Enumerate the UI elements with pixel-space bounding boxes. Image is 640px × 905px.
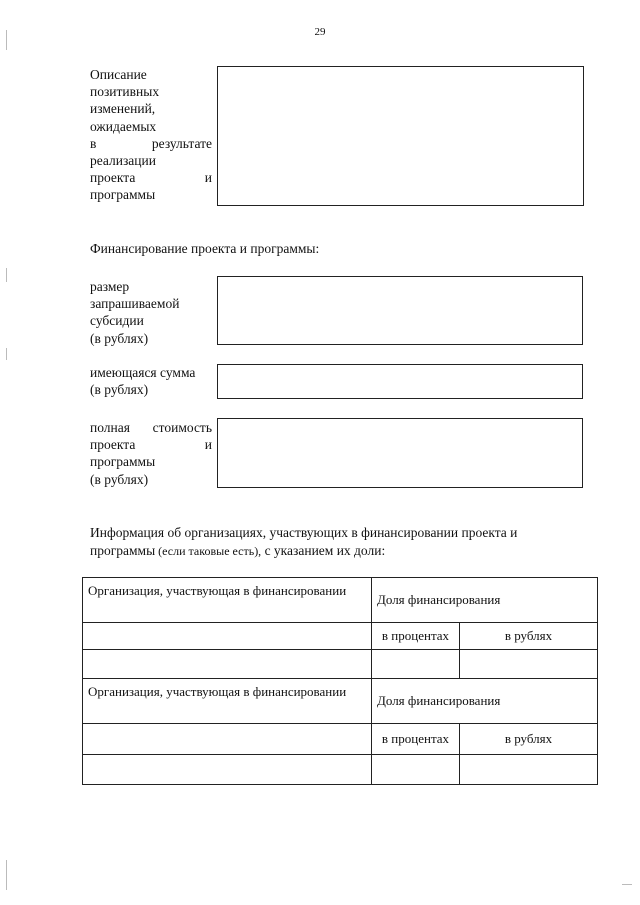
available-amount-label: [90, 364, 220, 398]
label-line: (в рублях): [90, 471, 149, 487]
label-word: и: [204, 170, 212, 186]
org-input-cell[interactable]: [83, 755, 372, 785]
rubles-input-cell[interactable]: [460, 755, 598, 785]
description-label: [90, 66, 212, 204]
available-amount-input-box[interactable]: [217, 364, 583, 399]
percent-input-cell[interactable]: [372, 755, 460, 785]
financing-heading: Финансирование проекта и программы:: [90, 241, 320, 256]
percent-header-cell: в процентах: [372, 724, 460, 755]
label-line: [90, 419, 212, 436]
table-row: [83, 755, 598, 785]
subsidy-input-box[interactable]: [217, 276, 583, 345]
scan-edge-mark: [6, 30, 7, 50]
label-line: (в рублях): [90, 330, 149, 346]
organizations-heading: [90, 524, 590, 560]
rubles-header-cell: в рублях: [460, 623, 598, 650]
org-input-cell[interactable]: [83, 724, 372, 755]
label-line: реализации: [90, 153, 156, 169]
subsidy-label: [90, 278, 212, 347]
label-line: (в рублях): [90, 382, 149, 398]
rubles-header-cell: в рублях: [460, 724, 598, 755]
label-word: результате: [151, 135, 212, 151]
label-line: позитивных: [90, 84, 160, 100]
label-word: в: [90, 135, 97, 151]
rubles-input-cell[interactable]: [460, 650, 598, 679]
label-line: субсидии: [90, 313, 144, 329]
label-word: и: [204, 437, 212, 453]
label-line: запрашиваемой: [90, 296, 180, 312]
percent-header-cell: в процентах: [372, 623, 460, 650]
table-row: [83, 724, 598, 755]
label-line: имеющаяся сумма: [90, 365, 196, 380]
label-line: программы: [90, 187, 156, 203]
scan-edge-mark: [6, 348, 7, 360]
label-word: проекта: [90, 170, 136, 186]
heading-line-2-small: (если таковые есть),: [155, 543, 262, 558]
label-word: полная: [90, 420, 130, 435]
table-row: [83, 578, 598, 623]
share-header-cell: Доля финансирования: [372, 679, 598, 724]
description-input-box[interactable]: [217, 66, 584, 206]
organizations-table: [82, 577, 598, 785]
label-line: Описание: [90, 67, 147, 82]
label-line: [90, 169, 212, 186]
heading-line-2-end: с указанием их доли:: [261, 542, 386, 558]
label-line: [90, 436, 212, 453]
total-cost-label: [90, 419, 212, 488]
table-row: [83, 650, 598, 679]
total-cost-input-box[interactable]: [217, 418, 583, 488]
percent-input-cell[interactable]: [372, 650, 460, 679]
scan-edge-mark: [6, 268, 7, 282]
table-row: [83, 623, 598, 650]
label-line: программы: [90, 454, 156, 470]
org-header-cell: Организация, участвующая в финансировании: [83, 578, 372, 623]
heading-line-2-main: программы: [90, 542, 156, 558]
org-input-cell[interactable]: [83, 623, 372, 650]
scan-edge-mark: [6, 860, 7, 890]
share-header-cell: Доля финансирования: [372, 578, 598, 623]
label-line: [90, 135, 212, 152]
scan-edge-mark: [622, 884, 632, 885]
label-line: размер: [90, 279, 130, 294]
label-line: ожидаемых: [90, 118, 157, 134]
org-input-cell[interactable]: [83, 650, 372, 679]
heading-line-1: Информация об организациях, участвующих в финансировании проекта и: [90, 525, 518, 540]
label-line: изменений,: [90, 101, 156, 117]
org-header-cell: Организация, участвующая в финансировании: [83, 679, 372, 724]
page-number: 29: [314, 26, 326, 38]
label-word: стоимость: [152, 420, 212, 435]
label-word: проекта: [90, 437, 136, 453]
table-row: [83, 679, 598, 724]
